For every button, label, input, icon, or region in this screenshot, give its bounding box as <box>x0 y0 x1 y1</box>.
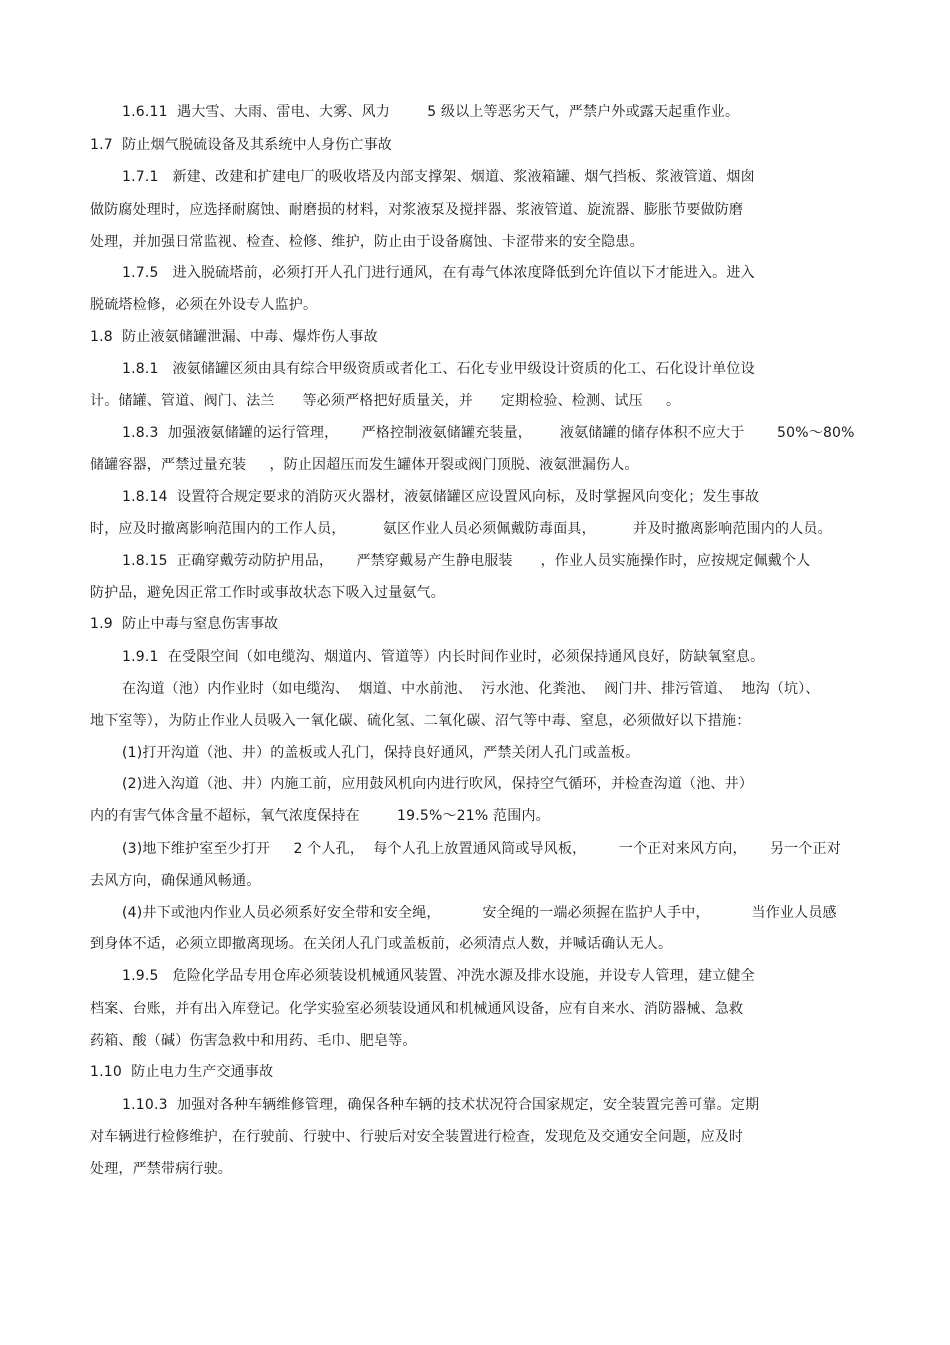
section-heading-1-9: 1.9 防止中毒与窒息伤害事故 <box>90 616 279 632</box>
text-line: 储罐容器，严禁过量充装 ，防止因超压而发生罐体开裂或阀门顶脱、液氨泄漏伤人。 <box>90 457 639 473</box>
text-line-1-9-5: 1.9.5 危险化学品专用仓库必须装设机械通风装置、冲洗水源及排水设施，并设专人管理，建立健全 <box>122 968 755 984</box>
section-heading-1-10: 1.10 防止电力生产交通事故 <box>90 1064 274 1080</box>
text-line: 药箱、酸（碱）伤害急救中和用药、毛巾、肥皂等。 <box>90 1033 417 1049</box>
text-line-1-10-3: 1.10.3 加强对各种车辆维修管理，确保各种车辆的技术状况符合国家规定，安全装置完善可靠。定期 <box>122 1097 760 1113</box>
text-line-1-8-15: 1.8.15 正确穿戴劳动防护用品， 严禁穿戴易产生静电服装 ，作业人员实施操作时，应按规定佩戴个人 <box>122 553 811 569</box>
text-line: 计。储罐、管道、阀门、法兰 等必须严格把好质量关，并 定期检验、检测、试压 。 <box>90 393 681 409</box>
list-item-4: (4)井下或池内作业人员必须系好安全带和安全绳， 安全绳的一端必须握在监护人手中， 当作业人员感 <box>122 905 837 921</box>
text-line-1-7-5: 1.7.5 进入脱硫塔前，必须打开人孔门进行通风，在有毒气体浓度降低到允许值以下才能进入。进入 <box>122 265 755 281</box>
text-line-1-8-1: 1.8.1 液氨储罐区须由具有综合甲级资质或者化工、石化专业甲级设计资质的化工、石化设计单位设 <box>122 361 755 377</box>
text-line: 在沟道（池）内作业时（如电缆沟、 烟道、中水前池、 污水池、化粪池、 阀门井、排污管道、 地沟（坑）、 <box>122 681 820 697</box>
text-line: 到身体不适，必须立即撤离现场。在关闭人孔门或盖板前，必须清点人数，并喊话确认无人。 <box>90 936 673 952</box>
text-line: 做防腐处理时，应选择耐腐蚀、耐磨损的材料，对浆液泵及搅拌器、浆液管道、旋流器、膨胀节要做防磨 <box>90 202 744 218</box>
text-line-1-9-1: 1.9.1 在受限空间（如电缆沟、烟道内、管道等）内长时间作业时，必须保持通风良好，防缺氧窒息。 <box>122 649 765 665</box>
text-line: 时，应及时撤离影响范围内的工作人员， 氨区作业人员必须佩戴防毒面具， 并及时撤离影响范围内的人员。 <box>90 521 832 537</box>
text-line: 去风方向，确保通风畅通。 <box>90 873 261 889</box>
text-line-1-7-1: 1.7.1 新建、改建和扩建电厂的吸收塔及内部支撑架、烟道、浆液箱罐、烟气挡板、浆液管道、烟囱 <box>122 169 755 185</box>
text-line: 对车辆进行检修维护，在行驶前、行驶中、行驶后对安全装置进行检查，发现危及交通安全问题，应及时 <box>90 1129 744 1145</box>
section-heading-1-7: 1.7 防止烟气脱硫设备及其系统中人身伤亡事故 <box>90 137 392 153</box>
text-line-1-8-3: 1.8.3 加强液氨储罐的运行管理， 严格控制液氨储罐充装量， 液氨储罐的储存体积不应大于 50%～80% <box>122 425 855 441</box>
text-line-1-6-11: 1.6.11 遇大雪、大雨、雷电、大雾、风力 5 级以上等恶劣天气，严禁户外或露天起重作业。 <box>122 104 740 120</box>
text-line: 处理，严禁带病行驶。 <box>90 1161 232 1177</box>
list-item-3: (3)地下维护室至少打开 2 个人孔， 每个人孔上放置通风筒或导风板， 一个正对来风方向， 另一个正对 <box>122 841 841 857</box>
list-item-2: (2)进入沟道（池、井）内施工前，应用鼓风机向内进行吹风，保持空气循环，并检查沟道（池、井） <box>122 776 754 792</box>
section-heading-1-8: 1.8 防止液氨储罐泄漏、中毒、爆炸伤人事故 <box>90 329 378 345</box>
text-line-1-8-14: 1.8.14 设置符合规定要求的消防灭火器材，液氨储罐区应设置风向标，及时掌握风向变化；发生事故 <box>122 489 760 505</box>
text-line: 防护品，避免因正常工作时或事故状态下吸入过量氨气。 <box>90 585 445 601</box>
list-item-1: (1)打开沟道（池、井）的盖板或人孔门，保持良好通风，严禁关闭人孔门或盖板。 <box>122 745 640 761</box>
text-line: 内的有害气体含量不超标，氧气浓度保持在 19.5%～21% 范围内。 <box>90 808 550 824</box>
text-line: 档案、台账，并有出入库登记。化学实验室必须装设通风和机械通风设备，应有自来水、消防器械、急救 <box>90 1001 744 1017</box>
text-line: 脱硫塔检修，必须在外设专人监护。 <box>90 297 318 313</box>
text-line: 处理，并加强日常监视、检查、检修、维护，防止由于设备腐蚀、卡涩带来的安全隐患。 <box>90 234 644 250</box>
text-line: 地下室等），为防止作业人员吸入一氧化碳、硫化氢、二氧化碳、沼气等中毒、窒息，必须做好以下措施： <box>90 713 751 729</box>
